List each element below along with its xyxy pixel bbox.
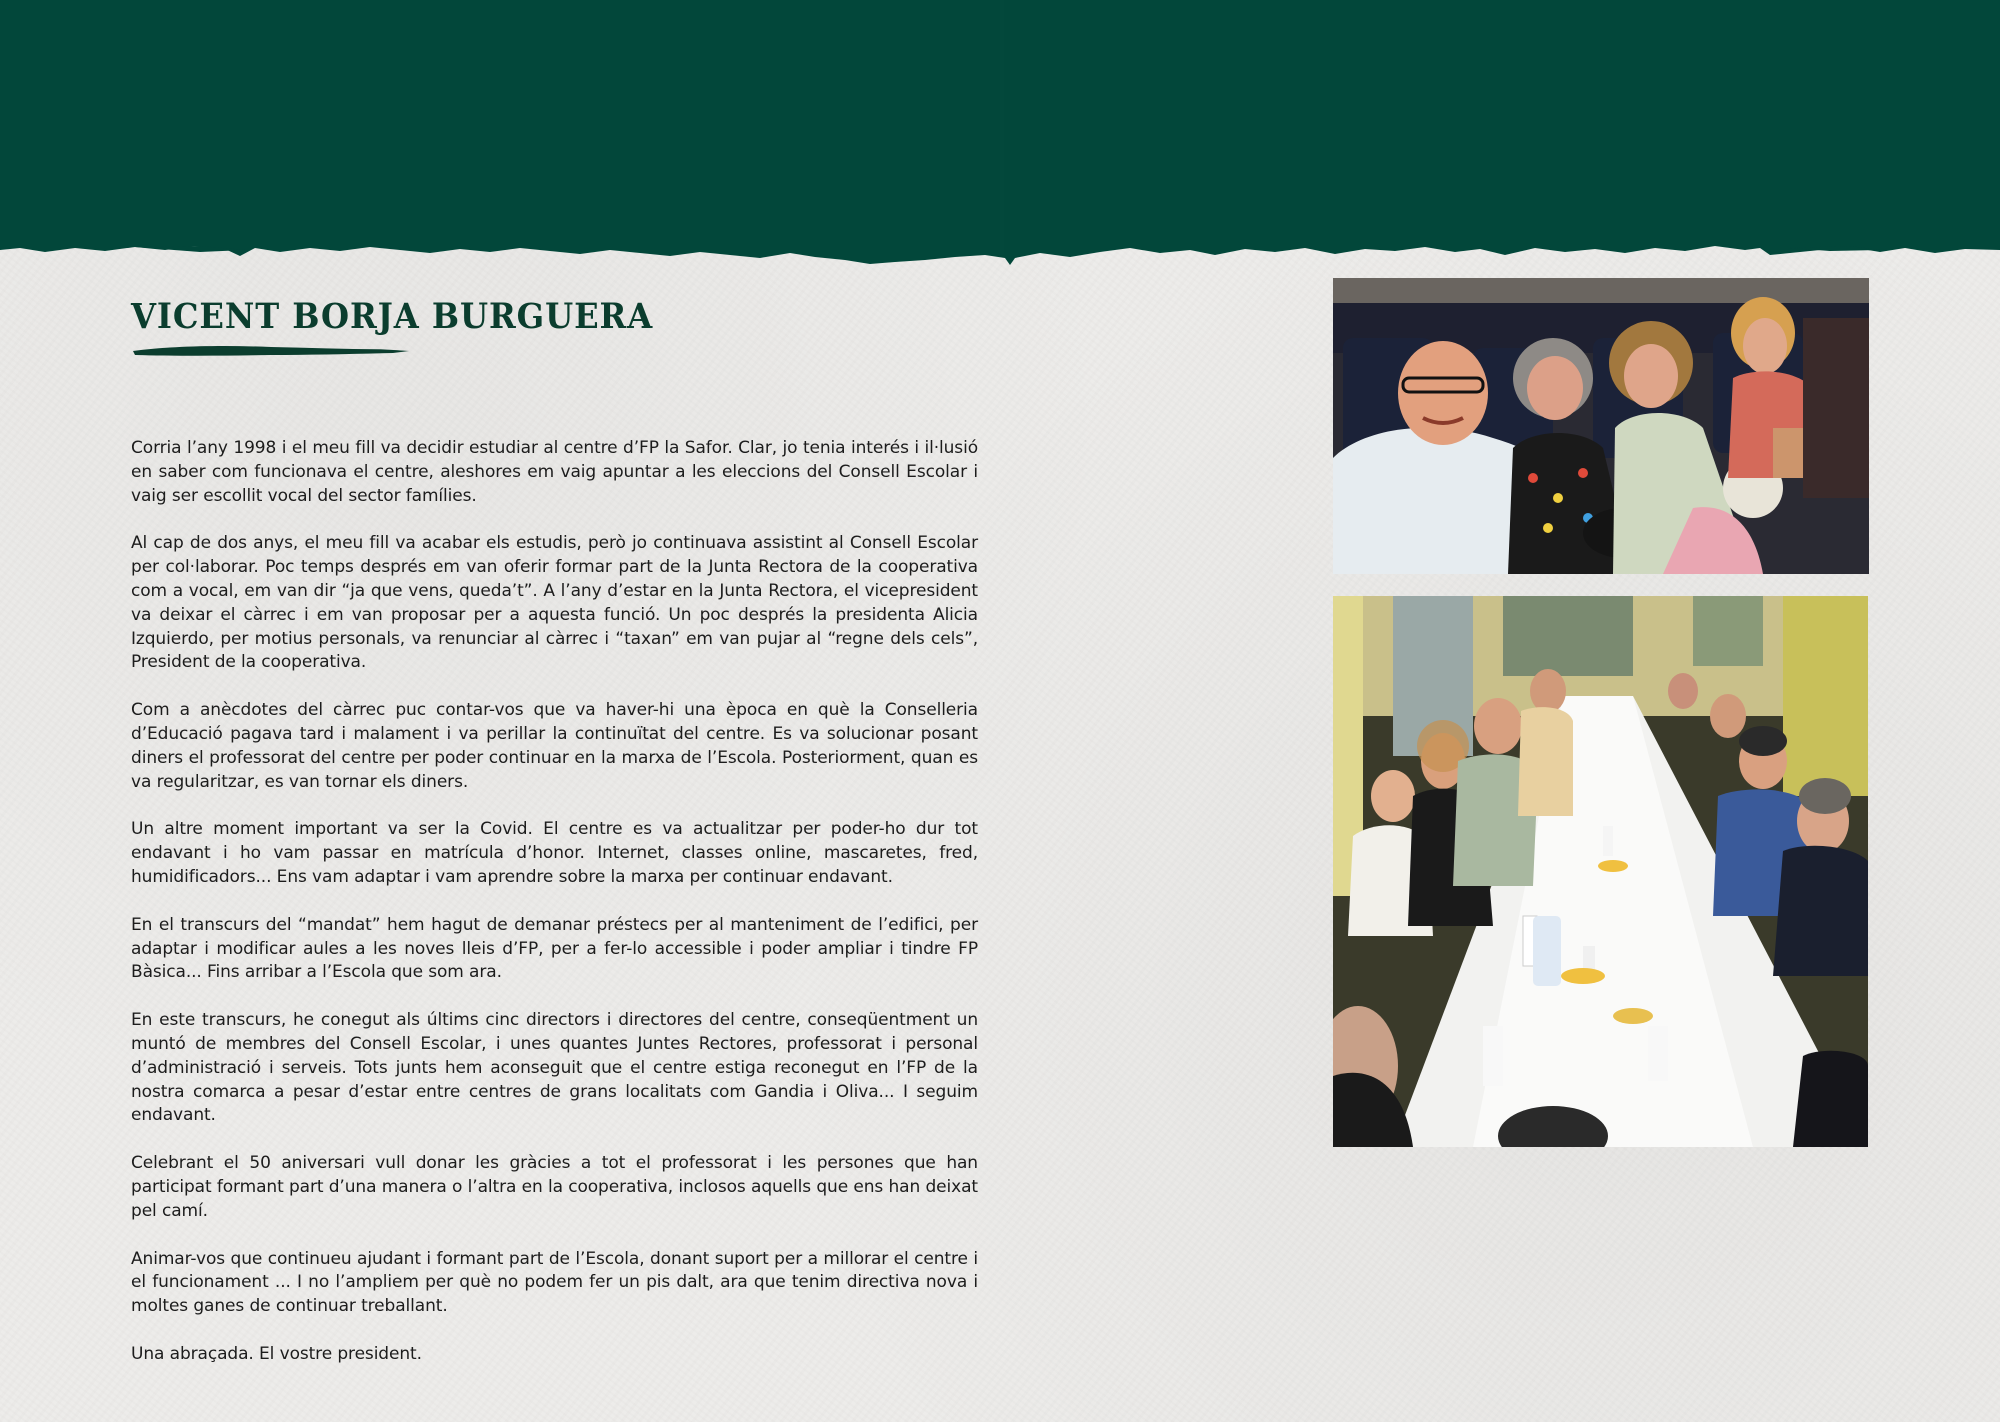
paragraph: Una abraçada. El vostre president. bbox=[131, 1343, 422, 1364]
header-banner bbox=[0, 0, 2000, 270]
paragraph: Un altre moment important va ser la Covid. El centre es va actualitzar per poder-ho dur tot endavant i ho vam passar en matrícula d’honor. Internet, classes online, mascaretes, fred, humidificadors... Ens vam adaptar i vam aprendre sobre la marxa per continuar endavant. bbox=[131, 819, 978, 887]
photo-auditorium-group bbox=[1333, 278, 1869, 574]
page-title: VICENT BORJA BURGUERA bbox=[131, 296, 654, 337]
paragraph: Com a anècdotes del càrrec puc contar-vos que va haver-hi una època en què la Conselleria d’Educació pagava tard i malament i va perillar la continuïtat del centre. Es va solucionar posant diners el professorat del centre per poder continuar en la marxa de l’Escola. Posteriorment, quan es va regularitzar, es van tornar els diners. bbox=[131, 700, 978, 792]
photo-dinner-table bbox=[1333, 596, 1868, 1147]
paragraph: Corria l’any 1998 i el meu fill va decidir estudiar al centre d’FP la Safor. Clar, jo tenia interés i il·lusió en saber com funcionava el centre, aleshores em vaig apuntar a les eleccions del Consell Escolar i vaig ser escollit vocal del sector famílies. bbox=[131, 438, 978, 506]
paragraph: En este transcurs, he conegut als últims cinc directors i directores del centre, conseqüentment un muntó de membres del Consell Escolar, i unes quantes Juntes Rectores, professorat i personal d’administració i serveis. Tots junts hem aconseguit que el centre estiga reconegut en l’FP de la nostra comarca a pesar d’estar entre centres de grans localitats com Gandia i Oliva... I seguim endavant. bbox=[131, 1010, 978, 1126]
paragraph: Celebrant el 50 aniversari vull donar les gràcies a tot el professorat i les persones que han participat formant part d’una manera o l’altra en la cooperativa, inclosos aquells que ens han deixat pel camí. bbox=[131, 1153, 978, 1221]
paragraph: Animar-vos que continueu ajudant i formant part de l’Escola, donant suport per a millorar el centre i el funcionament ... I no l’ampliem per què no podem fer un pis dalt, ara que tenim directiva nova i moltes ganes de continuar treballant. bbox=[131, 1248, 978, 1317]
paragraph: En el transcurs del “mandat” hem hagut de demanar préstecs per al manteniment de l’edifici, per adaptar i modificar aules a les noves lleis d’FP, per a fer-lo accessible i poder ampliar i tindre FP Bàsica... Fins arribar a l’Escola que som ara. bbox=[131, 914, 978, 983]
paragraph: Al cap de dos anys, el meu fill va acabar els estudis, però jo continuava assistint al Consell Escolar per col·laborar. Poc temps després em van oferir formar part de la Junta Rectora de la cooperativa com a vocal, em van dir “ja que vens, queda’t”. A l’any d’estar en la Junta Rectora, el vicepresident va deixar el càrrec i em van proposar per a aquesta funció. Un poc després la presidenta Alicia Izquierdo, per motius personals, va renunciar al càrrec i “taxan” em van pujar al “regne dels cels”, President de la cooperativa. bbox=[131, 533, 978, 673]
article-body bbox=[131, 437, 978, 1391]
title-brush-underline bbox=[131, 343, 411, 359]
